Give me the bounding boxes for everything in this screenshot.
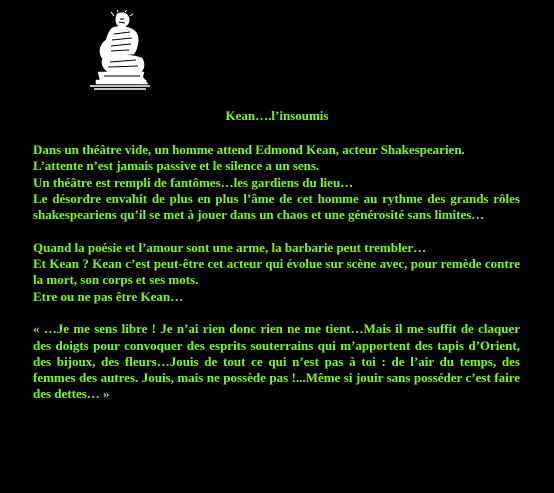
- document-title: Kean….l’insoumis: [225, 108, 329, 123]
- text-line: Quand la poésie et l’amour sont une arme, la barbarie peut trembler…: [33, 239, 427, 255]
- text-line: Le désordre envahit de plus en plus l’âme de cet homme au rythme des grands rôles shakespeariens qu’il se met à jouer dans un chaos et une générosité sans limites…: [33, 190, 520, 223]
- text-line: Un théâtre est rempli de fantômes…les gardiens du lieu…: [33, 174, 354, 190]
- paragraph: [33, 240, 520, 305]
- seated-figure-illustration: [84, 10, 156, 92]
- text-line: Etre ou ne pas être Kean…: [33, 288, 184, 304]
- text-line: L’attente n’est jamais passive et le silence a un sens.: [33, 158, 320, 174]
- text-line: « …Je me sens libre ! Je n’ai rien donc rien ne me tient…Mais il me suffit de claquer des doigts pour convoquer des esprits souterrains qui m’apportent des tapis d’Orient, des bijoux, des fleurs…Jouis de tout ce qui n’est pas à toi : de l’air du temps, des femmes des autres. Jouis, mais ne possède pas !...Même si jouir sans posséder c’est faire des dettes… »: [33, 321, 520, 402]
- text-line: Et Kean ? Kean c’est peut-être cet acteur qui évolue sur scène avec, pour remède contre la mort, son corps et ses mots.: [33, 256, 520, 288]
- document-body: [33, 142, 520, 419]
- paragraph: [33, 321, 520, 402]
- text-line: Dans un théâtre vide, un homme attend Edmond Kean, acteur Shakespearien.: [33, 142, 465, 157]
- paragraph: [33, 142, 520, 223]
